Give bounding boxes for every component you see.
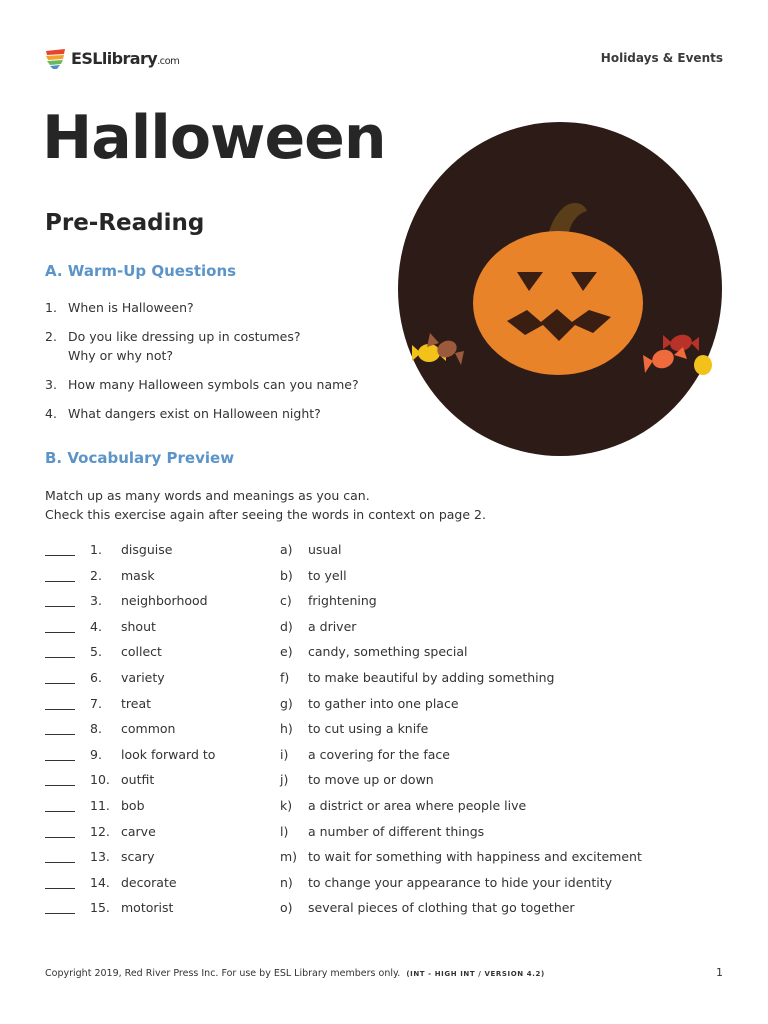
vocab-word: neighborhood: [121, 593, 208, 609]
vocab-word: treat: [121, 695, 152, 711]
vocab-number: 15.: [90, 900, 110, 916]
meaning-letter: j): [280, 772, 289, 788]
vocab-number: 13.: [90, 849, 110, 865]
vocab-row: [45, 694, 685, 720]
vocab-meaning: a district or area where people live: [308, 797, 527, 813]
meaning-letter: n): [280, 874, 293, 890]
copyright-footer: Copyright 2019, Red River Press Inc. For use by ESL Library members only. (INT - HIGH INT / VERSION 4.2): [45, 968, 545, 979]
meaning-letter: m): [280, 849, 298, 865]
answer-blank[interactable]: [45, 837, 75, 838]
vocab-word: decorate: [121, 874, 177, 890]
meaning-letter: i): [280, 746, 289, 762]
vocab-word: collect: [121, 644, 162, 660]
vocab-meaning: to gather into one place: [308, 695, 459, 711]
vocab-meaning: usual: [308, 542, 342, 557]
vocab-number: 4.: [90, 618, 102, 634]
question-item: 2. Do you like dressing up in costumes? Why or why not?: [45, 329, 301, 363]
category-label: Holidays & Events: [600, 51, 723, 65]
vocab-word: motorist: [121, 900, 174, 916]
pumpkin-illustration: [397, 121, 723, 457]
section-subtitle: Pre-Reading: [45, 210, 205, 236]
meaning-letter: h): [280, 721, 293, 737]
vocab-meaning: a covering for the face: [308, 746, 450, 762]
section-b-heading: B. Vocabulary Preview: [45, 449, 235, 467]
answer-blank[interactable]: [45, 657, 75, 658]
vocab-word: outfit: [121, 772, 155, 788]
vocab-row: [45, 796, 685, 822]
vocab-meaning: frightening: [308, 593, 377, 609]
vocab-number: 11.: [90, 797, 110, 813]
page-number: 1: [716, 966, 723, 979]
vocab-meaning: a driver: [308, 618, 357, 634]
vocab-instructions: Match up as many words and meanings as you can. Check this exercise again after seeing the words in context on page 2.: [45, 488, 486, 522]
vocab-word: bob: [121, 797, 145, 813]
vocab-matching-table: [45, 540, 685, 924]
vocab-word: shout: [121, 618, 156, 634]
vocab-meaning: to cut using a knife: [308, 721, 429, 737]
meaning-letter: c): [280, 593, 292, 609]
vocab-number: 8.: [90, 721, 102, 737]
vocab-meaning: several pieces of clothing that go together: [308, 900, 575, 916]
vocab-row: [45, 566, 685, 592]
vocab-row: [45, 642, 685, 668]
meaning-letter: b): [280, 567, 293, 583]
vocab-word: carve: [121, 823, 156, 839]
vocab-word: mask: [121, 567, 155, 583]
vocab-row: [45, 719, 685, 745]
vocab-word: disguise: [121, 542, 173, 557]
vocab-number: 6.: [90, 669, 102, 685]
vocab-row: [45, 668, 685, 694]
answer-blank[interactable]: [45, 683, 75, 684]
vocab-meaning: to yell: [308, 567, 347, 583]
answer-blank[interactable]: [45, 581, 75, 582]
vocab-number: 1.: [90, 542, 102, 557]
meaning-letter: d): [280, 618, 293, 634]
section-a-heading: A. Warm-Up Questions: [45, 262, 237, 280]
question-item: 1. When is Halloween?: [45, 300, 194, 315]
answer-blank[interactable]: [45, 913, 75, 914]
vocab-number: 5.: [90, 644, 102, 660]
answer-blank[interactable]: [45, 888, 75, 889]
meaning-letter: g): [280, 695, 293, 711]
question-item: 4. What dangers exist on Halloween night?: [45, 406, 321, 421]
vocab-meaning: to change your appearance to hide your identity: [308, 874, 613, 890]
vocab-number: 7.: [90, 695, 102, 711]
answer-blank[interactable]: [45, 555, 75, 556]
warm-up-questions: [45, 298, 385, 433]
eslibrary-logo[interactable]: [44, 44, 179, 72]
answer-blank[interactable]: [45, 606, 75, 607]
vocab-row: [45, 822, 685, 848]
vocab-row: [45, 617, 685, 643]
vocab-word: scary: [121, 849, 155, 865]
answer-blank[interactable]: [45, 785, 75, 786]
vocab-meaning: to wait for something with happiness and excitement: [308, 849, 642, 865]
vocab-row: [45, 898, 685, 924]
meaning-letter: f): [280, 669, 290, 685]
level-badge: (INT - HIGH INT / VERSION 4.2): [406, 970, 545, 978]
meaning-letter: a): [280, 542, 293, 557]
logo-text: ESLlibrary.com: [71, 48, 180, 68]
vocab-row: [45, 745, 685, 771]
vocab-number: 12.: [90, 823, 110, 839]
vocab-row: [45, 540, 685, 566]
vocab-row: [45, 847, 685, 873]
answer-blank[interactable]: [45, 734, 75, 735]
vocab-row: [45, 770, 685, 796]
vocab-number: 10.: [90, 772, 110, 788]
answer-blank[interactable]: [45, 632, 75, 633]
meaning-letter: k): [280, 797, 293, 813]
vocab-row: [45, 591, 685, 617]
meaning-letter: e): [280, 644, 293, 660]
page-title: Halloween: [42, 103, 386, 173]
vocab-meaning: to move up or down: [308, 772, 434, 788]
vocab-word: look forward to: [121, 746, 216, 762]
answer-blank[interactable]: [45, 811, 75, 812]
vocab-word: variety: [121, 669, 165, 685]
pumpkin-body-icon: [473, 231, 643, 375]
logo-stripes-icon: [44, 46, 68, 70]
meaning-letter: l): [280, 823, 289, 839]
vocab-number: 3.: [90, 593, 102, 609]
vocab-meaning: a number of different things: [308, 823, 485, 839]
answer-blank[interactable]: [45, 760, 75, 761]
vocab-word: common: [121, 721, 176, 737]
vocab-number: 2.: [90, 567, 102, 583]
vocab-number: 9.: [90, 746, 102, 762]
meaning-letter: o): [280, 900, 293, 916]
answer-blank[interactable]: [45, 709, 75, 710]
question-item: 3. How many Halloween symbols can you name?: [45, 377, 359, 392]
vocab-number: 14.: [90, 874, 110, 890]
answer-blank[interactable]: [45, 862, 75, 863]
vocab-row: [45, 873, 685, 899]
vocab-meaning: candy, something special: [308, 644, 468, 660]
vocab-meaning: to make beautiful by adding something: [308, 669, 555, 685]
